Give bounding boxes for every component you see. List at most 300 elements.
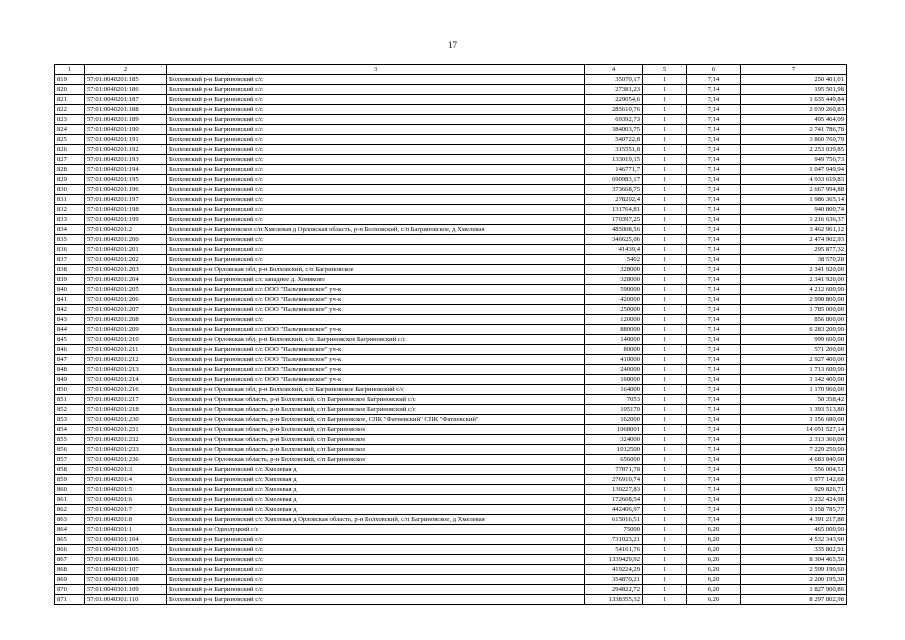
coefficient-cell: 1 — [643, 95, 687, 105]
specific-value-cell: 6,20 — [687, 535, 741, 545]
cadastral-value-cell: 495 464,09 — [741, 115, 847, 125]
area-cell: 1968001 — [585, 425, 643, 435]
table-row — [55, 75, 847, 85]
specific-value-cell: 7,14 — [687, 255, 741, 265]
address-cell: Болховский р-н Багриновское с/п Хмелевая д Орловская область, р-н Болховский, с/п Багриновское, д Хмелевая — [167, 225, 585, 235]
table-row — [55, 205, 847, 215]
specific-value-cell: 6,20 — [687, 565, 741, 575]
cadastral-number-cell: 57:01:0040201:6 — [85, 495, 167, 505]
cadastral-value-cell: 1 216 636,37 — [741, 215, 847, 225]
cadastral-number-cell: 57:01:0040201:208 — [85, 315, 167, 325]
area-cell: 615016,51 — [585, 515, 643, 525]
area-cell: 35070,17 — [585, 75, 643, 85]
specific-value-cell: 7,14 — [687, 415, 741, 425]
area-cell: 160000 — [585, 375, 643, 385]
cadastral-value-cell: 195 501,98 — [741, 85, 847, 95]
table-row — [55, 415, 847, 425]
cadastral-value-cell: 2 998 800,00 — [741, 295, 847, 305]
row-number-cell: 856 — [55, 445, 85, 455]
address-cell: Болховский р-н Орловская область, р-н Болховский, с/п Багриновское — [167, 435, 585, 445]
cadastral-number-cell: 57:01:0040201:199 — [85, 215, 167, 225]
cadastral-number-cell: 57:01:0040201:8 — [85, 515, 167, 525]
table-row — [55, 495, 847, 505]
coefficient-cell: 1 — [643, 525, 687, 535]
coefficient-cell: 1 — [643, 535, 687, 545]
table-row — [55, 435, 847, 445]
table-row — [55, 585, 847, 595]
specific-value-cell: 7,14 — [687, 385, 741, 395]
row-number-cell: 869 — [55, 575, 85, 585]
coefficient-cell: 1 — [643, 555, 687, 565]
table-row — [55, 365, 847, 375]
table-row — [55, 565, 847, 575]
coefficient-cell: 1 — [643, 345, 687, 355]
cadastral-number-cell: 57:01:0040201:190 — [85, 125, 167, 135]
coefficient-cell: 1 — [643, 175, 687, 185]
row-number-cell: 871 — [55, 595, 85, 605]
cadastral-number-cell: 57:01:0040201:206 — [85, 295, 167, 305]
coefficient-cell: 1 — [643, 215, 687, 225]
column-header-5: 5 — [643, 65, 687, 75]
cadastral-value-cell: 4 683 840,00 — [741, 455, 847, 465]
cadastral-value-cell: 2 313 360,00 — [741, 435, 847, 445]
coefficient-cell: 1 — [643, 395, 687, 405]
row-number-cell: 853 — [55, 415, 85, 425]
area-cell: 278202,4 — [585, 195, 643, 205]
specific-value-cell: 7,14 — [687, 115, 741, 125]
specific-value-cell: 7,14 — [687, 335, 741, 345]
address-cell: Болховский р-н Багриновский с/с ООО "Пальчиковское" уч-к — [167, 305, 585, 315]
coefficient-cell: 1 — [643, 495, 687, 505]
specific-value-cell: 7,14 — [687, 475, 741, 485]
table-row — [55, 135, 847, 145]
row-number-cell: 835 — [55, 235, 85, 245]
specific-value-cell: 7,14 — [687, 135, 741, 145]
cadastral-value-cell: 14 051 527,14 — [741, 425, 847, 435]
specific-value-cell: 7,14 — [687, 375, 741, 385]
coefficient-cell: 1 — [643, 305, 687, 315]
row-number-cell: 828 — [55, 165, 85, 175]
address-cell: Болховский р-н Орловская область, р-н Болховский, с/п Багриновское Багриновский с/с — [167, 395, 585, 405]
area-cell: 410000 — [585, 355, 643, 365]
table-row — [55, 455, 847, 465]
column-header-2: 2 — [85, 65, 167, 75]
column-header-7: 7 — [741, 65, 847, 75]
area-cell: 285610,76 — [585, 105, 643, 115]
cadastral-number-cell: 57:01:0040201:212 — [85, 355, 167, 365]
cadastral-number-cell: 57:01:0040201:216 — [85, 385, 167, 395]
row-number-cell: 849 — [55, 375, 85, 385]
page-number: 17 — [448, 40, 457, 50]
area-cell: 690983,17 — [585, 175, 643, 185]
row-number-cell: 847 — [55, 355, 85, 365]
cadastral-value-cell: 2 039 260,83 — [741, 105, 847, 115]
cadastral-value-cell: 8 304 465,50 — [741, 555, 847, 565]
column-header-4: 4 — [585, 65, 643, 75]
row-number-cell: 840 — [55, 285, 85, 295]
row-number-cell: 824 — [55, 125, 85, 135]
coefficient-cell: 1 — [643, 435, 687, 445]
address-cell: Болховский р-н Багриновский с/с — [167, 215, 585, 225]
row-number-cell: 846 — [55, 345, 85, 355]
cadastral-value-cell: 1 232 424,98 — [741, 495, 847, 505]
specific-value-cell: 7,14 — [687, 405, 741, 415]
table-row — [55, 305, 847, 315]
table-row — [55, 505, 847, 515]
cadastral-value-cell: 3 158 785,77 — [741, 505, 847, 515]
cadastral-value-cell: 571 200,00 — [741, 345, 847, 355]
cadastral-number-cell: 57:01:0040201:193 — [85, 155, 167, 165]
coefficient-cell: 1 — [643, 255, 687, 265]
cadastral-number-cell: 57:01:0040201:211 — [85, 345, 167, 355]
specific-value-cell: 7,14 — [687, 455, 741, 465]
row-number-cell: 836 — [55, 245, 85, 255]
address-cell: Болховский р-н Багриновский с/с — [167, 145, 585, 155]
specific-value-cell: 7,14 — [687, 305, 741, 315]
cadastral-value-cell: 929 826,71 — [741, 485, 847, 495]
coefficient-cell: 1 — [643, 265, 687, 275]
address-cell: Болховский р-н Багриновский с/с — [167, 195, 585, 205]
specific-value-cell: 7,14 — [687, 105, 741, 115]
coefficient-cell: 1 — [643, 205, 687, 215]
cadastral-value-cell: 2 341 920,00 — [741, 275, 847, 285]
coefficient-cell: 1 — [643, 355, 687, 365]
area-cell: 250000 — [585, 305, 643, 315]
specific-value-cell: 7,14 — [687, 195, 741, 205]
cadastral-number-cell: 57:01:0040201:218 — [85, 405, 167, 415]
specific-value-cell: 7,14 — [687, 95, 741, 105]
row-number-cell: 820 — [55, 85, 85, 95]
row-number-cell: 863 — [55, 515, 85, 525]
address-cell: Болховский р-н Багриновский с/с ООО "Пальчиковское" уч-к — [167, 375, 585, 385]
row-number-cell: 826 — [55, 145, 85, 155]
cadastral-value-cell: 2 474 902,93 — [741, 235, 847, 245]
cadastral-value-cell: 335 802,91 — [741, 545, 847, 555]
cadastral-number-cell: 57:01:0040201:5 — [85, 485, 167, 495]
cadastral-value-cell: 949 756,73 — [741, 155, 847, 165]
table-header-row — [55, 65, 847, 75]
area-cell: 77871,78 — [585, 465, 643, 475]
table-row — [55, 445, 847, 455]
table-row — [55, 315, 847, 325]
cadastral-value-cell: 2 200 195,30 — [741, 575, 847, 585]
coefficient-cell: 1 — [643, 235, 687, 245]
cadastral-number-cell: 57:01:0040201:214 — [85, 375, 167, 385]
address-cell: Болховский р-н Багриновский с/с — [167, 75, 585, 85]
area-cell: 731023,21 — [585, 535, 643, 545]
cadastral-number-cell: 57:01:0040201:186 — [85, 85, 167, 95]
specific-value-cell: 7,14 — [687, 495, 741, 505]
table-row — [55, 355, 847, 365]
area-cell: 1339429,92 — [585, 555, 643, 565]
area-cell: 294822,72 — [585, 585, 643, 595]
row-number-cell: 859 — [55, 475, 85, 485]
table-row — [55, 515, 847, 525]
specific-value-cell: 7,14 — [687, 445, 741, 455]
cadastral-value-cell: 1 156 680,00 — [741, 415, 847, 425]
area-cell: 54161,76 — [585, 545, 643, 555]
specific-value-cell: 7,14 — [687, 425, 741, 435]
cadastral-number-cell: 57:01:0040201:204 — [85, 275, 167, 285]
table-row — [55, 535, 847, 545]
coefficient-cell: 1 — [643, 315, 687, 325]
table-row — [55, 525, 847, 535]
row-number-cell: 857 — [55, 455, 85, 465]
address-cell: Болховский р-н Орловская область, р-н Болховский, с/п Багриновское — [167, 455, 585, 465]
row-number-cell: 860 — [55, 485, 85, 495]
area-cell: 146771,7 — [585, 165, 643, 175]
coefficient-cell: 1 — [643, 385, 687, 395]
table-row — [55, 285, 847, 295]
coefficient-cell: 1 — [643, 245, 687, 255]
row-number-cell: 831 — [55, 195, 85, 205]
address-cell: Болховский р-н Багриновский с/с Хмелевая д Орловская область, р-н Болховский, с/п Багриновское, д Хмелевая — [167, 515, 585, 525]
table-row — [55, 385, 847, 395]
cadastral-number-cell: 57:01:0040301:1 — [85, 525, 167, 535]
specific-value-cell: 7,14 — [687, 85, 741, 95]
specific-value-cell: 7,14 — [687, 205, 741, 215]
address-cell: Болховский р-н Багриновский с/с — [167, 575, 585, 585]
specific-value-cell: 7,14 — [687, 345, 741, 355]
coefficient-cell: 1 — [643, 425, 687, 435]
address-cell: Болховский р-н Орловская обл, р-н Болховский, с/п. Багриновское Багриновский с/с — [167, 335, 585, 345]
specific-value-cell: 7,14 — [687, 355, 741, 365]
table-row — [55, 255, 847, 265]
row-number-cell: 868 — [55, 565, 85, 575]
cadastral-value-cell: 7 229 250,00 — [741, 445, 847, 455]
cadastral-number-cell: 57:01:0040201:191 — [85, 135, 167, 145]
area-cell: 1012500 — [585, 445, 643, 455]
table-row — [55, 165, 847, 175]
address-cell: Болховский р-н Орловская обл, р-н Болховский, с/п Багриновское Багриновский с/с — [167, 385, 585, 395]
specific-value-cell: 7,14 — [687, 515, 741, 525]
address-cell: Болховский р-н Багриновский с/с — [167, 205, 585, 215]
table-row — [55, 325, 847, 335]
area-cell: 170397,25 — [585, 215, 643, 225]
address-cell: Болховский р-н Багриновский с/с Хмелевая д — [167, 475, 585, 485]
row-number-cell: 837 — [55, 255, 85, 265]
address-cell: Болховский р-н Багриновский с/с — [167, 105, 585, 115]
cadastral-value-cell: 295 877,32 — [741, 245, 847, 255]
specific-value-cell: 7,14 — [687, 275, 741, 285]
table-row — [55, 555, 847, 565]
row-number-cell: 848 — [55, 365, 85, 375]
row-number-cell: 845 — [55, 335, 85, 345]
address-cell: Болховский р-н Орловская область, р-н Болховский, с/п Багриновское — [167, 425, 585, 435]
table-row — [55, 295, 847, 305]
address-cell: Болховский р-н Багриновский с/с — [167, 175, 585, 185]
cadastral-value-cell: 940 800,74 — [741, 205, 847, 215]
coefficient-cell: 1 — [643, 475, 687, 485]
table-row — [55, 185, 847, 195]
table-row — [55, 485, 847, 495]
coefficient-cell: 1 — [643, 405, 687, 415]
specific-value-cell: 7,14 — [687, 395, 741, 405]
cadastral-value-table — [54, 64, 847, 605]
address-cell: Болховский р-н Багриновский с/с — [167, 245, 585, 255]
specific-value-cell: 6,20 — [687, 555, 741, 565]
row-number-cell: 858 — [55, 465, 85, 475]
specific-value-cell: 7,14 — [687, 235, 741, 245]
address-cell: Болховский р-н Орловская область, р-н Болховский, с/п Багриновское Багриновский с/с — [167, 405, 585, 415]
area-cell: 7053 — [585, 395, 643, 405]
address-cell: Болховский р-н Багриновский с/с — [167, 125, 585, 135]
specific-value-cell: 6,20 — [687, 525, 741, 535]
address-cell: Болховский р-н Багриновский с/с — [167, 555, 585, 565]
area-cell: 384003,75 — [585, 125, 643, 135]
table-row — [55, 375, 847, 385]
cadastral-value-cell: 1 785 000,00 — [741, 305, 847, 315]
cadastral-number-cell: 57:01:0040201:236 — [85, 455, 167, 465]
coefficient-cell: 1 — [643, 145, 687, 155]
address-cell: Болховский р-н Багриновский с/с Хмелевая д — [167, 485, 585, 495]
table-row — [55, 545, 847, 555]
cadastral-value-cell: 1 986 365,14 — [741, 195, 847, 205]
cadastral-number-cell: 57:01:0040201:217 — [85, 395, 167, 405]
cadastral-number-cell: 57:01:0040301:109 — [85, 585, 167, 595]
address-cell: Болховский р-н Багриновский с/с — [167, 135, 585, 145]
address-cell: Болховский р-н Багриновский с/с ООО "Пальчиковское" уч-к — [167, 295, 585, 305]
address-cell: Болховский р-н Багриновский с/с — [167, 235, 585, 245]
area-cell: 354870,21 — [585, 575, 643, 585]
address-cell: Болховский р-н Багриновский с/с — [167, 85, 585, 95]
area-cell: 373668,75 — [585, 185, 643, 195]
cadastral-value-cell: 3 462 961,12 — [741, 225, 847, 235]
area-cell: 229054,6 — [585, 95, 643, 105]
row-number-cell: 867 — [55, 555, 85, 565]
cadastral-value-cell: 1 635 449,84 — [741, 95, 847, 105]
coefficient-cell: 1 — [643, 325, 687, 335]
specific-value-cell: 7,14 — [687, 165, 741, 175]
table-row — [55, 155, 847, 165]
address-cell: Болховский р-н Багриновский с/с — [167, 595, 585, 605]
table-row — [55, 85, 847, 95]
specific-value-cell: 7,14 — [687, 325, 741, 335]
column-header-1: 1 — [55, 65, 85, 75]
row-number-cell: 850 — [55, 385, 85, 395]
table-row — [55, 145, 847, 155]
table-row — [55, 465, 847, 475]
specific-value-cell: 7,14 — [687, 485, 741, 495]
cadastral-number-cell: 57:01:0040201:197 — [85, 195, 167, 205]
area-cell: 172608,54 — [585, 495, 643, 505]
row-number-cell: 822 — [55, 105, 85, 115]
coefficient-cell: 1 — [643, 135, 687, 145]
address-cell: Болховский р-н Багриновский с/с — [167, 95, 585, 105]
coefficient-cell: 1 — [643, 335, 687, 345]
cadastral-number-cell: 57:01:0040201:194 — [85, 165, 167, 175]
cadastral-number-cell: 57:01:0040201:188 — [85, 105, 167, 115]
table-row — [55, 595, 847, 605]
cadastral-number-cell: 57:01:0040201:196 — [85, 185, 167, 195]
cadastral-value-cell: 50 358,42 — [741, 395, 847, 405]
cadastral-value-cell: 38 570,28 — [741, 255, 847, 265]
cadastral-number-cell: 57:01:0040201:232 — [85, 435, 167, 445]
area-cell: 328000 — [585, 265, 643, 275]
coefficient-cell: 1 — [643, 295, 687, 305]
cadastral-value-cell: 1 977 142,68 — [741, 475, 847, 485]
specific-value-cell: 7,14 — [687, 185, 741, 195]
cadastral-number-cell: 57:01:0040201:198 — [85, 205, 167, 215]
cadastral-value-cell: 4 391 217,88 — [741, 515, 847, 525]
cadastral-value-cell: 250 401,01 — [741, 75, 847, 85]
specific-value-cell: 7,14 — [687, 465, 741, 475]
coefficient-cell: 1 — [643, 225, 687, 235]
address-cell: Болховский р-н Багриновский с/с — [167, 585, 585, 595]
cadastral-value-cell: 4 532 343,90 — [741, 535, 847, 545]
cadastral-value-cell: 2 927 400,00 — [741, 355, 847, 365]
cadastral-number-cell: 57:01:0040201:209 — [85, 325, 167, 335]
address-cell: Болховский р-н Багриновский с/с ООО "Пальчиковское" уч-к — [167, 355, 585, 365]
row-number-cell: 839 — [55, 275, 85, 285]
cadastral-number-cell: 57:01:0040301:107 — [85, 565, 167, 575]
cadastral-value-cell: 1 142 400,00 — [741, 375, 847, 385]
table-row — [55, 195, 847, 205]
coefficient-cell: 1 — [643, 105, 687, 115]
row-number-cell: 864 — [55, 525, 85, 535]
address-cell: Болховский р-н Орловская область, р-н Болховский, с/п Багриновское, СПК "Фатневский" СПК "Фатневский" — [167, 415, 585, 425]
table-row — [55, 225, 847, 235]
address-cell: Болховский р-н Багриновский с/с — [167, 155, 585, 165]
table-row — [55, 235, 847, 245]
row-number-cell: 841 — [55, 295, 85, 305]
cadastral-value-cell: 1 393 513,80 — [741, 405, 847, 415]
specific-value-cell: 7,14 — [687, 215, 741, 225]
area-cell: 131764,81 — [585, 205, 643, 215]
area-cell: 130227,83 — [585, 485, 643, 495]
coefficient-cell: 1 — [643, 455, 687, 465]
row-number-cell: 866 — [55, 545, 85, 555]
specific-value-cell: 7,14 — [687, 265, 741, 275]
address-cell: Болховский р-н Багриновский с/с ООО "Пальчиковское" уч-к — [167, 365, 585, 375]
row-number-cell: 825 — [55, 135, 85, 145]
cadastral-number-cell: 57:01:0040301:108 — [85, 575, 167, 585]
cadastral-number-cell: 57:01:0040201:202 — [85, 255, 167, 265]
table-row — [55, 575, 847, 585]
cadastral-value-cell: 1 170 960,00 — [741, 385, 847, 395]
area-cell: 880000 — [585, 325, 643, 335]
table-row — [55, 345, 847, 355]
row-number-cell: 870 — [55, 585, 85, 595]
row-number-cell: 823 — [55, 115, 85, 125]
address-cell: Болховский р-н Багриновский с/с западнее д. Хомяково — [167, 275, 585, 285]
table-row — [55, 215, 847, 225]
coefficient-cell: 1 — [643, 445, 687, 455]
coefficient-cell: 1 — [643, 155, 687, 165]
cadastral-number-cell: 57:01:0040201:231 — [85, 425, 167, 435]
cadastral-value-cell: 4 212 600,00 — [741, 285, 847, 295]
row-number-cell: 862 — [55, 505, 85, 515]
table-row — [55, 395, 847, 405]
row-number-cell: 829 — [55, 175, 85, 185]
row-number-cell: 844 — [55, 325, 85, 335]
cadastral-number-cell: 57:01:0040201:185 — [85, 75, 167, 85]
cadastral-number-cell: 57:01:0040201:195 — [85, 175, 167, 185]
area-cell: 164000 — [585, 385, 643, 395]
cadastral-value-cell: 2 253 039,85 — [741, 145, 847, 155]
area-cell: 590000 — [585, 285, 643, 295]
area-cell: 195170 — [585, 405, 643, 415]
table-row — [55, 95, 847, 105]
area-cell: 41439,4 — [585, 245, 643, 255]
cadastral-number-cell: 57:01:0040301:110 — [85, 595, 167, 605]
specific-value-cell: 7,14 — [687, 315, 741, 325]
coefficient-cell: 1 — [643, 185, 687, 195]
specific-value-cell: 6,20 — [687, 595, 741, 605]
coefficient-cell: 1 — [643, 505, 687, 515]
row-number-cell: 865 — [55, 535, 85, 545]
cadastral-value-cell: 2 741 786,78 — [741, 125, 847, 135]
